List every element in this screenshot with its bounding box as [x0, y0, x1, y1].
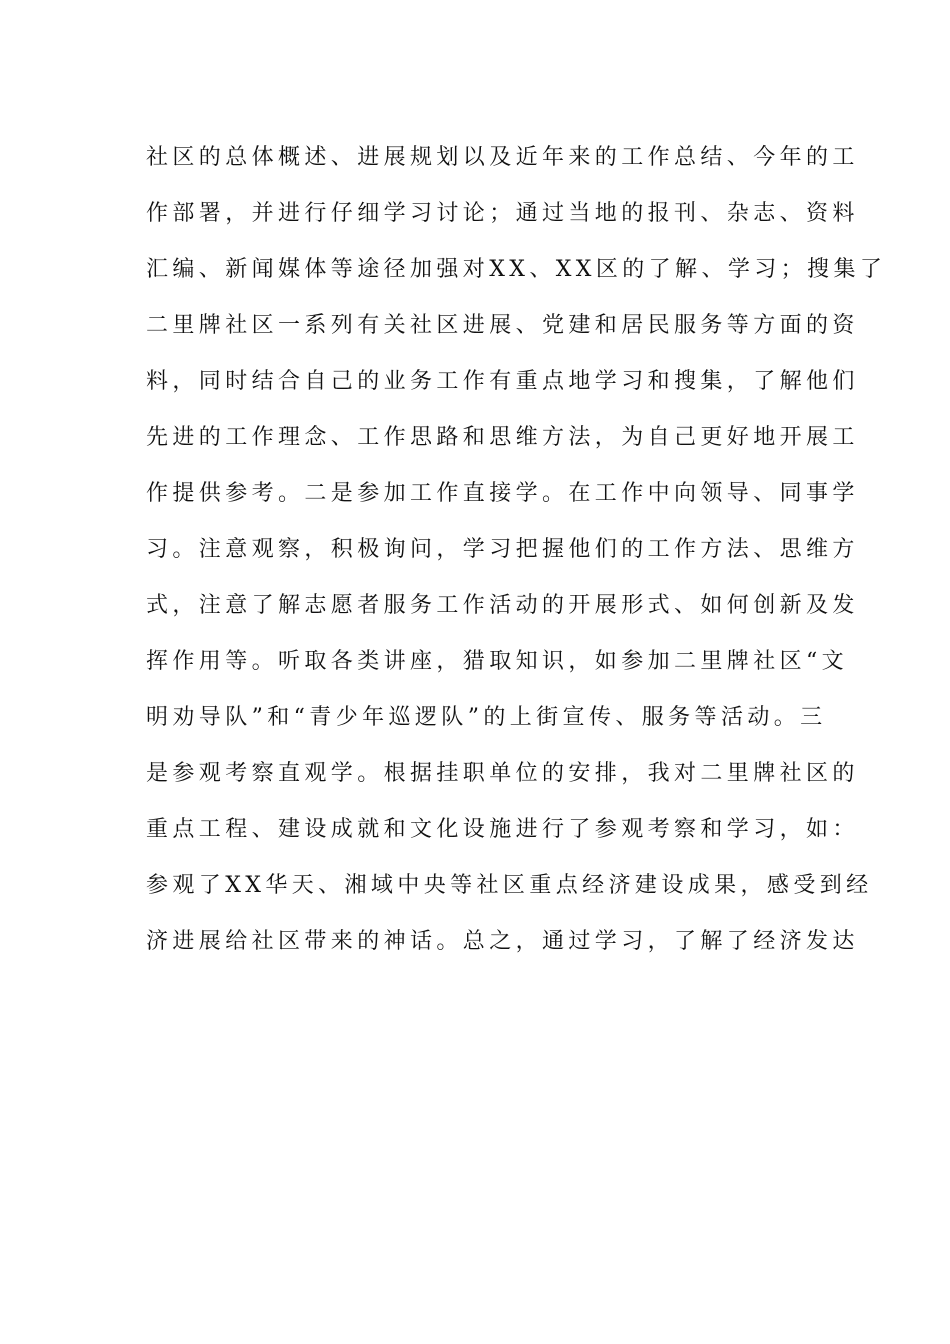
body-paragraph	[146, 130, 887, 970]
text-line-12: 是参观考察直观学。根据挂职单位的安排，我对二里牌社区的	[146, 761, 859, 786]
text-line-9: 式，注意了解志愿者服务工作活动的开展形式、如何创新及发	[146, 593, 859, 618]
text-line-2: 作部署，并进行仔细学习讨论；通过当地的报刊、杂志、资料	[146, 201, 859, 226]
text-line-4: 二里牌社区一系列有关社区进展、党建和居民服务等方面的资	[146, 313, 859, 338]
text-line-8: 习。注意观察，积极询问，学习把握他们的工作方法、思维方	[146, 537, 859, 562]
text-line-11: 明劝导队”和“青少年巡逻队”的上街宣传、服务等活动。三	[146, 705, 827, 730]
text-line-15: 济进展给社区带来的神话。总之，通过学习，了解了经济发达	[146, 929, 859, 954]
text-line-7: 作提供参考。二是参加工作直接学。在工作中向领导、同事学	[146, 481, 859, 506]
text-line-3: 汇编、新闻媒体等途径加强对XX、XX区的了解、学习；搜集了	[146, 257, 887, 282]
text-line-6: 先进的工作理念、工作思路和思维方法，为自己更好地开展工	[146, 425, 859, 450]
text-line-14: 参观了XX华天、湘域中央等社区重点经济建设成果，感受到经	[146, 873, 873, 898]
text-line-5: 料，同时结合自己的业务工作有重点地学习和搜集，了解他们	[146, 369, 859, 394]
text-line-13: 重点工程、建设成就和文化设施进行了参观考察和学习，如：	[146, 817, 859, 842]
text-line-1: 社区的总体概述、进展规划以及近年来的工作总结、今年的工	[146, 145, 859, 170]
text-line-10: 挥作用等。听取各类讲座，猎取知识，如参加二里牌社区“文	[146, 649, 849, 674]
